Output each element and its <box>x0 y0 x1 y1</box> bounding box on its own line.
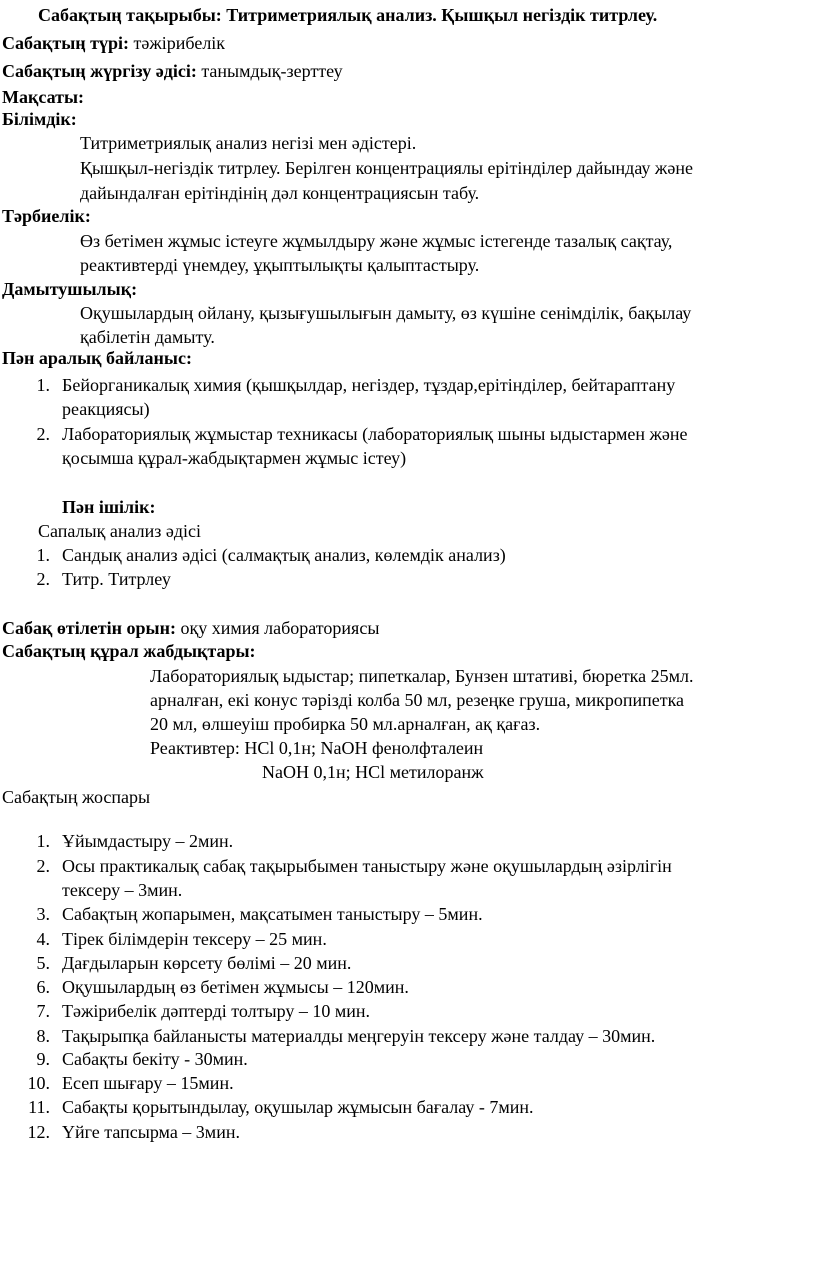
plan-item-text: Осы практикалық сабақ тақырыбымен таныстыру және оқушылардың әзірлігін <box>62 856 672 876</box>
lesson-location-value: оқу химия лабораториясы <box>180 618 380 638</box>
plan-item-text: Тақырыпқа байланысты материалды меңгеруін тексеру және талдау – 30мин. <box>62 1026 656 1046</box>
interdisciplinary-item-number: 1. <box>36 375 50 395</box>
educational-heading: Білімдік: <box>2 109 77 129</box>
plan-item-number: 9. <box>36 1049 50 1069</box>
equipment-heading: Сабақтың құрал жабдықтары: <box>2 641 256 661</box>
goals-heading: Мақсаты: <box>2 87 84 107</box>
plan-item-text: Сабақтың жопарымен, мақсатымен таныстыру – 5мин. <box>62 904 483 924</box>
educational-line: Титриметриялық анализ негізі мен әдістері. <box>80 133 417 153</box>
plan-item-text: Оқушылардың өз бетімен жұмысы – 120мин. <box>62 977 409 997</box>
upbringing-line: реактивтерді үнемдеу, ұқыптылықты қалыптастыру. <box>80 255 480 275</box>
lesson-method-value: танымдық-зерттеу <box>201 61 343 81</box>
plan-item-number: 6. <box>36 977 50 997</box>
equipment-line: 20 мл, өлшеуіш пробирка 50 мл.арналған, ақ қағаз. <box>150 714 541 734</box>
developmental-line: Оқушылардың ойлану, қызығушылығын дамыту, өз күшіне сенімділік, бақылау <box>80 303 692 323</box>
lesson-location-label: Сабақ өтілетін орын: <box>2 618 176 638</box>
equipment-line: NaOH 0,1н; HCl метилоранж <box>262 762 484 782</box>
developmental-line: қабілетін дамыту. <box>80 327 215 347</box>
plan-item-text: Сабақты бекіту - 30мин. <box>62 1049 248 1069</box>
interdisciplinary-item-line: қосымша құрал-жабдықтармен жұмыс істеу) <box>62 448 407 468</box>
intradisciplinary-item-number: 2. <box>36 569 50 589</box>
plan-item-number: 12. <box>27 1122 50 1142</box>
interdisciplinary-item-line: Бейорганикалық химия (қышқылдар, негіздер, тұздар,ерітінділер, бейтараптану <box>62 375 676 395</box>
plan-item-number: 10. <box>27 1073 50 1093</box>
equipment-line: Реактивтер: HCl 0,1н; NaOH фенолфталеин <box>150 738 484 758</box>
plan-item-number: 4. <box>36 929 50 949</box>
plan-item-text: Дағдыларын көрсету бөлімі – 20 мин. <box>62 953 352 973</box>
intradisciplinary-heading: Пән ішілік: <box>62 497 156 517</box>
plan-item-number: 7. <box>36 1001 50 1021</box>
interdisciplinary-item-line: реакциясы) <box>62 399 150 419</box>
lesson-topic <box>38 4 657 26</box>
plan-item-number: 11. <box>28 1097 50 1117</box>
lesson-type-label: Сабақтың түрі: <box>2 33 129 53</box>
lesson-topic-label: Сабақтың тақырыбы: <box>38 5 222 25</box>
plan-item-number: 8. <box>36 1026 50 1046</box>
intradisciplinary-item-text: Титр. Титрлеу <box>62 569 171 589</box>
lesson-type <box>2 32 225 54</box>
plan-item-text: Тірек білімдерін тексеру – 25 мин. <box>62 929 327 949</box>
plan-item-text: Есеп шығару – 15мин. <box>62 1073 234 1093</box>
upbringing-heading: Тәрбиелік: <box>2 206 91 226</box>
equipment-line: Лабораториялық ыдыстар; пипеткалар, Бунзен штативі, бюретка 25мл. <box>150 666 694 686</box>
lesson-method-label: Сабақтың жүргізу әдісі: <box>2 61 197 81</box>
educational-line: Қышқыл-негіздік титрлеу. Берілген концентрациялы ерітінділер дайындау және <box>80 158 693 178</box>
plan-item-number: 1. <box>36 831 50 851</box>
plan-heading: Сабақтың жоспары <box>2 787 151 807</box>
lesson-method <box>2 60 343 82</box>
interdisciplinary-item-number: 2. <box>36 424 50 444</box>
intradisciplinary-item-number: 1. <box>36 545 50 565</box>
interdisciplinary-heading: Пән аралық байланыс: <box>2 348 192 368</box>
lesson-type-value: тәжірибелік <box>133 33 226 53</box>
equipment-line: арналған, екі конус тәрізді колба 50 мл, резеңке груша, микропипетка <box>150 690 685 710</box>
educational-line: дайындалған ерітіндінің дәл концентрациясын табу. <box>80 183 480 203</box>
plan-item-number: 2. <box>36 856 50 876</box>
upbringing-line: Өз бетімен жұмыс істеуге жұмылдыру және жұмыс істегенде тазалық сақтау, <box>80 231 673 251</box>
intradisciplinary-item-text: Сандық анализ әдісі (салмақтық анализ, көлемдік анализ) <box>62 545 506 565</box>
interdisciplinary-item-line: Лабораториялық жұмыстар техникасы (лабораториялық шыны ыдыстармен және <box>62 424 688 444</box>
plan-item-number: 5. <box>36 953 50 973</box>
plan-item-text: Сабақты қорытындылау, оқушылар жұмысын бағалау - 7мин. <box>62 1097 534 1117</box>
intradisciplinary-subheading: Сапалық анализ әдісі <box>38 521 201 541</box>
plan-item-text: Тәжірибелік дәптерді толтыру – 10 мин. <box>62 1001 371 1021</box>
plan-item-number: 3. <box>36 904 50 924</box>
plan-item-text: тексеру – 3мин. <box>62 880 183 900</box>
plan-item-text: Ұйымдастыру – 2мин. <box>62 831 234 851</box>
developmental-heading: Дамытушылық: <box>2 279 138 299</box>
lesson-topic-value: Титриметриялық анализ. Қышқыл негіздік титрлеу. <box>226 5 658 25</box>
lesson-location <box>2 617 379 639</box>
plan-item-text: Үйге тапсырма – 3мин. <box>62 1122 240 1142</box>
